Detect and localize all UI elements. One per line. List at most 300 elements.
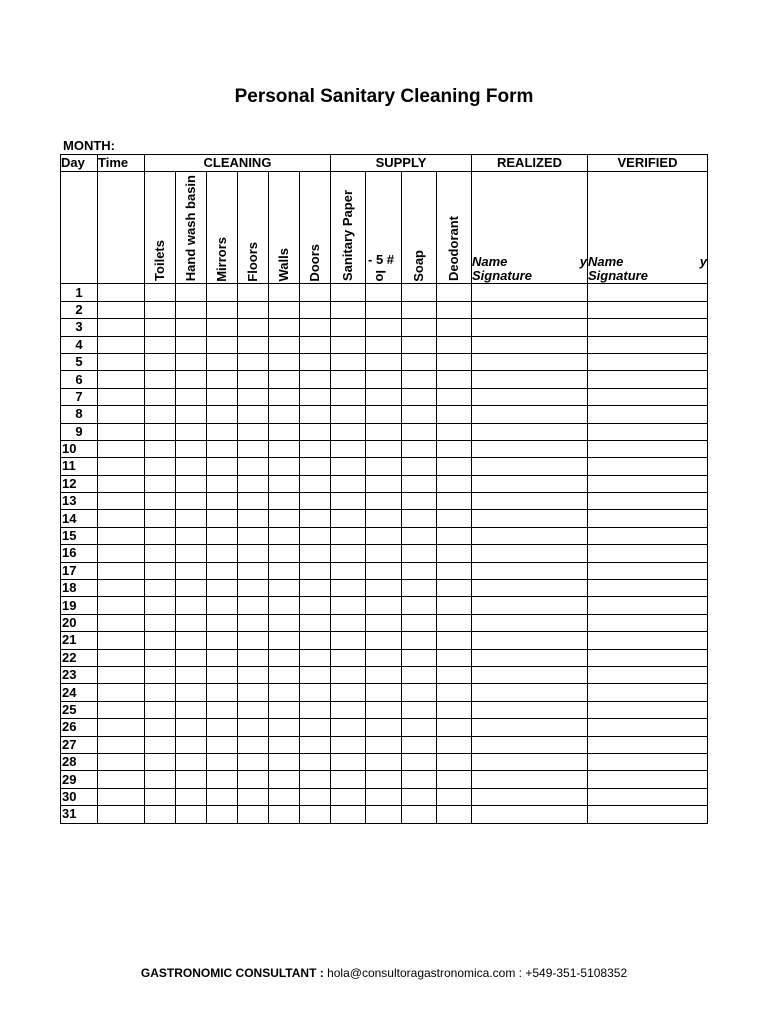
entry-cell[interactable]	[366, 666, 402, 683]
entry-cell[interactable]	[269, 684, 300, 701]
entry-cell[interactable]	[472, 319, 588, 336]
entry-cell[interactable]	[588, 475, 708, 492]
entry-cell[interactable]	[176, 423, 207, 440]
entry-cell[interactable]	[366, 510, 402, 527]
entry-cell[interactable]	[145, 301, 176, 318]
entry-cell[interactable]	[269, 440, 300, 457]
entry-cell[interactable]	[176, 458, 207, 475]
entry-cell[interactable]	[402, 493, 437, 510]
entry-cell[interactable]	[437, 475, 472, 492]
entry-cell[interactable]	[98, 649, 145, 666]
entry-cell[interactable]	[98, 684, 145, 701]
entry-cell[interactable]	[98, 440, 145, 457]
entry-cell[interactable]	[588, 388, 708, 405]
entry-cell[interactable]	[269, 597, 300, 614]
entry-cell[interactable]	[402, 597, 437, 614]
entry-cell[interactable]	[331, 336, 366, 353]
entry-cell[interactable]	[238, 562, 269, 579]
entry-cell[interactable]	[437, 614, 472, 631]
entry-cell[interactable]	[300, 440, 331, 457]
entry-cell[interactable]	[145, 788, 176, 805]
entry-cell[interactable]	[207, 684, 238, 701]
entry-cell[interactable]	[300, 666, 331, 683]
entry-cell[interactable]	[366, 319, 402, 336]
entry-cell[interactable]	[366, 771, 402, 788]
entry-cell[interactable]	[437, 701, 472, 718]
entry-cell[interactable]	[588, 301, 708, 318]
entry-cell[interactable]	[402, 701, 437, 718]
entry-cell[interactable]	[472, 771, 588, 788]
entry-cell[interactable]	[238, 388, 269, 405]
entry-cell[interactable]	[588, 440, 708, 457]
entry-cell[interactable]	[437, 440, 472, 457]
entry-cell[interactable]	[366, 753, 402, 770]
entry-cell[interactable]	[238, 806, 269, 823]
entry-cell[interactable]	[402, 319, 437, 336]
entry-cell[interactable]	[437, 736, 472, 753]
entry-cell[interactable]	[331, 788, 366, 805]
entry-cell[interactable]	[437, 510, 472, 527]
entry-cell[interactable]	[238, 580, 269, 597]
entry-cell[interactable]	[402, 527, 437, 544]
entry-cell[interactable]	[176, 597, 207, 614]
entry-cell[interactable]	[176, 440, 207, 457]
entry-cell[interactable]	[331, 353, 366, 370]
entry-cell[interactable]	[98, 719, 145, 736]
entry-cell[interactable]	[300, 388, 331, 405]
entry-cell[interactable]	[472, 388, 588, 405]
entry-cell[interactable]	[331, 753, 366, 770]
entry-cell[interactable]	[366, 580, 402, 597]
entry-cell[interactable]	[238, 493, 269, 510]
entry-cell[interactable]	[402, 510, 437, 527]
entry-cell[interactable]	[300, 319, 331, 336]
entry-cell[interactable]	[472, 736, 588, 753]
entry-cell[interactable]	[588, 406, 708, 423]
entry-cell[interactable]	[588, 632, 708, 649]
entry-cell[interactable]	[238, 788, 269, 805]
entry-cell[interactable]	[176, 301, 207, 318]
entry-cell[interactable]	[176, 580, 207, 597]
entry-cell[interactable]	[402, 371, 437, 388]
entry-cell[interactable]	[366, 371, 402, 388]
entry-cell[interactable]	[472, 649, 588, 666]
entry-cell[interactable]	[366, 493, 402, 510]
entry-cell[interactable]	[145, 406, 176, 423]
entry-cell[interactable]	[402, 440, 437, 457]
entry-cell[interactable]	[300, 736, 331, 753]
entry-cell[interactable]	[331, 406, 366, 423]
entry-cell[interactable]	[269, 423, 300, 440]
entry-cell[interactable]	[145, 475, 176, 492]
entry-cell[interactable]	[98, 527, 145, 544]
entry-cell[interactable]	[472, 423, 588, 440]
entry-cell[interactable]	[437, 771, 472, 788]
entry-cell[interactable]	[98, 284, 145, 301]
entry-cell[interactable]	[472, 458, 588, 475]
entry-cell[interactable]	[402, 353, 437, 370]
entry-cell[interactable]	[437, 562, 472, 579]
entry-cell[interactable]	[238, 510, 269, 527]
entry-cell[interactable]	[437, 753, 472, 770]
entry-cell[interactable]	[145, 580, 176, 597]
entry-cell[interactable]	[588, 666, 708, 683]
entry-cell[interactable]	[588, 353, 708, 370]
entry-cell[interactable]	[331, 510, 366, 527]
entry-cell[interactable]	[472, 284, 588, 301]
entry-cell[interactable]	[437, 284, 472, 301]
entry-cell[interactable]	[145, 701, 176, 718]
entry-cell[interactable]	[207, 666, 238, 683]
entry-cell[interactable]	[98, 753, 145, 770]
entry-cell[interactable]	[238, 371, 269, 388]
entry-cell[interactable]	[98, 545, 145, 562]
entry-cell[interactable]	[588, 510, 708, 527]
entry-cell[interactable]	[269, 719, 300, 736]
entry-cell[interactable]	[269, 580, 300, 597]
entry-cell[interactable]	[402, 458, 437, 475]
entry-cell[interactable]	[300, 614, 331, 631]
entry-cell[interactable]	[238, 545, 269, 562]
entry-cell[interactable]	[402, 753, 437, 770]
entry-cell[interactable]	[588, 753, 708, 770]
entry-cell[interactable]	[98, 580, 145, 597]
entry-cell[interactable]	[331, 666, 366, 683]
entry-cell[interactable]	[238, 423, 269, 440]
entry-cell[interactable]	[331, 301, 366, 318]
entry-cell[interactable]	[176, 666, 207, 683]
entry-cell[interactable]	[300, 545, 331, 562]
entry-cell[interactable]	[145, 493, 176, 510]
entry-cell[interactable]	[238, 475, 269, 492]
entry-cell[interactable]	[437, 632, 472, 649]
entry-cell[interactable]	[300, 580, 331, 597]
entry-cell[interactable]	[207, 753, 238, 770]
entry-cell[interactable]	[145, 736, 176, 753]
entry-cell[interactable]	[269, 284, 300, 301]
entry-cell[interactable]	[98, 371, 145, 388]
entry-cell[interactable]	[331, 284, 366, 301]
entry-cell[interactable]	[145, 388, 176, 405]
entry-cell[interactable]	[472, 614, 588, 631]
entry-cell[interactable]	[238, 597, 269, 614]
entry-cell[interactable]	[437, 406, 472, 423]
entry-cell[interactable]	[588, 701, 708, 718]
entry-cell[interactable]	[331, 371, 366, 388]
entry-cell[interactable]	[207, 458, 238, 475]
entry-cell[interactable]	[588, 371, 708, 388]
entry-cell[interactable]	[98, 319, 145, 336]
entry-cell[interactable]	[472, 788, 588, 805]
entry-cell[interactable]	[402, 684, 437, 701]
entry-cell[interactable]	[366, 440, 402, 457]
entry-cell[interactable]	[238, 753, 269, 770]
entry-cell[interactable]	[588, 806, 708, 823]
entry-cell[interactable]	[402, 423, 437, 440]
entry-cell[interactable]	[331, 684, 366, 701]
entry-cell[interactable]	[238, 440, 269, 457]
entry-cell[interactable]	[98, 736, 145, 753]
entry-cell[interactable]	[437, 423, 472, 440]
entry-cell[interactable]	[98, 701, 145, 718]
entry-cell[interactable]	[238, 527, 269, 544]
entry-cell[interactable]	[366, 632, 402, 649]
entry-cell[interactable]	[472, 440, 588, 457]
entry-cell[interactable]	[269, 353, 300, 370]
entry-cell[interactable]	[145, 649, 176, 666]
entry-cell[interactable]	[207, 736, 238, 753]
entry-cell[interactable]	[238, 353, 269, 370]
entry-cell[interactable]	[366, 458, 402, 475]
entry-cell[interactable]	[366, 388, 402, 405]
entry-cell[interactable]	[238, 301, 269, 318]
entry-cell[interactable]	[269, 666, 300, 683]
entry-cell[interactable]	[437, 666, 472, 683]
entry-cell[interactable]	[437, 458, 472, 475]
entry-cell[interactable]	[331, 736, 366, 753]
entry-cell[interactable]	[176, 719, 207, 736]
entry-cell[interactable]	[238, 284, 269, 301]
entry-cell[interactable]	[300, 684, 331, 701]
entry-cell[interactable]	[331, 319, 366, 336]
entry-cell[interactable]	[98, 301, 145, 318]
entry-cell[interactable]	[402, 736, 437, 753]
entry-cell[interactable]	[331, 701, 366, 718]
entry-cell[interactable]	[176, 649, 207, 666]
entry-cell[interactable]	[207, 527, 238, 544]
entry-cell[interactable]	[300, 527, 331, 544]
entry-cell[interactable]	[331, 458, 366, 475]
entry-cell[interactable]	[269, 545, 300, 562]
entry-cell[interactable]	[402, 562, 437, 579]
entry-cell[interactable]	[331, 440, 366, 457]
entry-cell[interactable]	[145, 353, 176, 370]
entry-cell[interactable]	[472, 353, 588, 370]
entry-cell[interactable]	[402, 406, 437, 423]
entry-cell[interactable]	[402, 388, 437, 405]
entry-cell[interactable]	[366, 701, 402, 718]
entry-cell[interactable]	[437, 649, 472, 666]
entry-cell[interactable]	[437, 719, 472, 736]
entry-cell[interactable]	[366, 301, 402, 318]
entry-cell[interactable]	[98, 806, 145, 823]
entry-cell[interactable]	[472, 406, 588, 423]
entry-cell[interactable]	[269, 788, 300, 805]
entry-cell[interactable]	[207, 371, 238, 388]
entry-cell[interactable]	[145, 527, 176, 544]
entry-cell[interactable]	[238, 736, 269, 753]
entry-cell[interactable]	[207, 388, 238, 405]
entry-cell[interactable]	[588, 423, 708, 440]
entry-cell[interactable]	[588, 284, 708, 301]
entry-cell[interactable]	[366, 353, 402, 370]
entry-cell[interactable]	[176, 632, 207, 649]
entry-cell[interactable]	[402, 545, 437, 562]
entry-cell[interactable]	[402, 632, 437, 649]
entry-cell[interactable]	[176, 736, 207, 753]
entry-cell[interactable]	[331, 614, 366, 631]
entry-cell[interactable]	[300, 458, 331, 475]
entry-cell[interactable]	[472, 371, 588, 388]
entry-cell[interactable]	[472, 545, 588, 562]
entry-cell[interactable]	[145, 510, 176, 527]
entry-cell[interactable]	[145, 632, 176, 649]
entry-cell[interactable]	[145, 336, 176, 353]
entry-cell[interactable]	[588, 788, 708, 805]
entry-cell[interactable]	[437, 527, 472, 544]
entry-cell[interactable]	[176, 753, 207, 770]
entry-cell[interactable]	[300, 336, 331, 353]
entry-cell[interactable]	[207, 510, 238, 527]
entry-cell[interactable]	[437, 319, 472, 336]
entry-cell[interactable]	[238, 684, 269, 701]
entry-cell[interactable]	[402, 301, 437, 318]
entry-cell[interactable]	[300, 301, 331, 318]
entry-cell[interactable]	[269, 493, 300, 510]
entry-cell[interactable]	[207, 701, 238, 718]
entry-cell[interactable]	[176, 527, 207, 544]
entry-cell[interactable]	[207, 597, 238, 614]
entry-cell[interactable]	[402, 649, 437, 666]
entry-cell[interactable]	[437, 684, 472, 701]
entry-cell[interactable]	[472, 806, 588, 823]
entry-cell[interactable]	[207, 353, 238, 370]
entry-cell[interactable]	[402, 788, 437, 805]
entry-cell[interactable]	[145, 666, 176, 683]
entry-cell[interactable]	[437, 371, 472, 388]
entry-cell[interactable]	[472, 684, 588, 701]
entry-cell[interactable]	[402, 719, 437, 736]
entry-cell[interactable]	[145, 684, 176, 701]
entry-cell[interactable]	[402, 284, 437, 301]
entry-cell[interactable]	[472, 753, 588, 770]
entry-cell[interactable]	[145, 545, 176, 562]
entry-cell[interactable]	[176, 284, 207, 301]
entry-cell[interactable]	[176, 614, 207, 631]
entry-cell[interactable]	[437, 336, 472, 353]
entry-cell[interactable]	[366, 475, 402, 492]
entry-cell[interactable]	[98, 597, 145, 614]
entry-cell[interactable]	[207, 475, 238, 492]
entry-cell[interactable]	[588, 527, 708, 544]
entry-cell[interactable]	[145, 440, 176, 457]
entry-cell[interactable]	[331, 545, 366, 562]
entry-cell[interactable]	[300, 806, 331, 823]
entry-cell[interactable]	[145, 614, 176, 631]
entry-cell[interactable]	[207, 545, 238, 562]
entry-cell[interactable]	[588, 684, 708, 701]
entry-cell[interactable]	[98, 353, 145, 370]
entry-cell[interactable]	[98, 666, 145, 683]
entry-cell[interactable]	[98, 423, 145, 440]
entry-cell[interactable]	[366, 788, 402, 805]
entry-cell[interactable]	[176, 510, 207, 527]
entry-cell[interactable]	[588, 614, 708, 631]
entry-cell[interactable]	[238, 666, 269, 683]
entry-cell[interactable]	[331, 423, 366, 440]
entry-cell[interactable]	[300, 493, 331, 510]
entry-cell[interactable]	[300, 771, 331, 788]
entry-cell[interactable]	[472, 562, 588, 579]
entry-cell[interactable]	[331, 388, 366, 405]
entry-cell[interactable]	[402, 806, 437, 823]
entry-cell[interactable]	[176, 806, 207, 823]
entry-cell[interactable]	[98, 788, 145, 805]
entry-cell[interactable]	[472, 301, 588, 318]
entry-cell[interactable]	[238, 632, 269, 649]
entry-cell[interactable]	[269, 736, 300, 753]
entry-cell[interactable]	[472, 493, 588, 510]
entry-cell[interactable]	[366, 406, 402, 423]
entry-cell[interactable]	[437, 806, 472, 823]
entry-cell[interactable]	[145, 562, 176, 579]
entry-cell[interactable]	[269, 562, 300, 579]
entry-cell[interactable]	[207, 406, 238, 423]
entry-cell[interactable]	[98, 632, 145, 649]
entry-cell[interactable]	[176, 493, 207, 510]
entry-cell[interactable]	[207, 649, 238, 666]
entry-cell[interactable]	[269, 458, 300, 475]
entry-cell[interactable]	[269, 371, 300, 388]
entry-cell[interactable]	[331, 493, 366, 510]
entry-cell[interactable]	[207, 562, 238, 579]
entry-cell[interactable]	[269, 510, 300, 527]
entry-cell[interactable]	[588, 458, 708, 475]
entry-cell[interactable]	[366, 684, 402, 701]
entry-cell[interactable]	[207, 806, 238, 823]
entry-cell[interactable]	[366, 806, 402, 823]
entry-cell[interactable]	[98, 388, 145, 405]
entry-cell[interactable]	[98, 510, 145, 527]
entry-cell[interactable]	[145, 753, 176, 770]
entry-cell[interactable]	[366, 336, 402, 353]
entry-cell[interactable]	[176, 475, 207, 492]
entry-cell[interactable]	[238, 701, 269, 718]
entry-cell[interactable]	[145, 458, 176, 475]
entry-cell[interactable]	[207, 336, 238, 353]
entry-cell[interactable]	[588, 562, 708, 579]
entry-cell[interactable]	[238, 336, 269, 353]
entry-cell[interactable]	[269, 301, 300, 318]
entry-cell[interactable]	[366, 597, 402, 614]
entry-cell[interactable]	[300, 649, 331, 666]
entry-cell[interactable]	[176, 788, 207, 805]
entry-cell[interactable]	[331, 475, 366, 492]
entry-cell[interactable]	[207, 284, 238, 301]
entry-cell[interactable]	[588, 336, 708, 353]
entry-cell[interactable]	[145, 597, 176, 614]
entry-cell[interactable]	[300, 423, 331, 440]
entry-cell[interactable]	[207, 423, 238, 440]
entry-cell[interactable]	[437, 580, 472, 597]
entry-cell[interactable]	[176, 562, 207, 579]
entry-cell[interactable]	[269, 632, 300, 649]
entry-cell[interactable]	[207, 614, 238, 631]
entry-cell[interactable]	[588, 580, 708, 597]
entry-cell[interactable]	[300, 719, 331, 736]
entry-cell[interactable]	[176, 771, 207, 788]
entry-cell[interactable]	[300, 788, 331, 805]
entry-cell[interactable]	[145, 371, 176, 388]
entry-cell[interactable]	[300, 475, 331, 492]
entry-cell[interactable]	[366, 423, 402, 440]
entry-cell[interactable]	[472, 336, 588, 353]
entry-cell[interactable]	[269, 475, 300, 492]
entry-cell[interactable]	[588, 545, 708, 562]
entry-cell[interactable]	[238, 771, 269, 788]
entry-cell[interactable]	[300, 371, 331, 388]
entry-cell[interactable]	[331, 527, 366, 544]
